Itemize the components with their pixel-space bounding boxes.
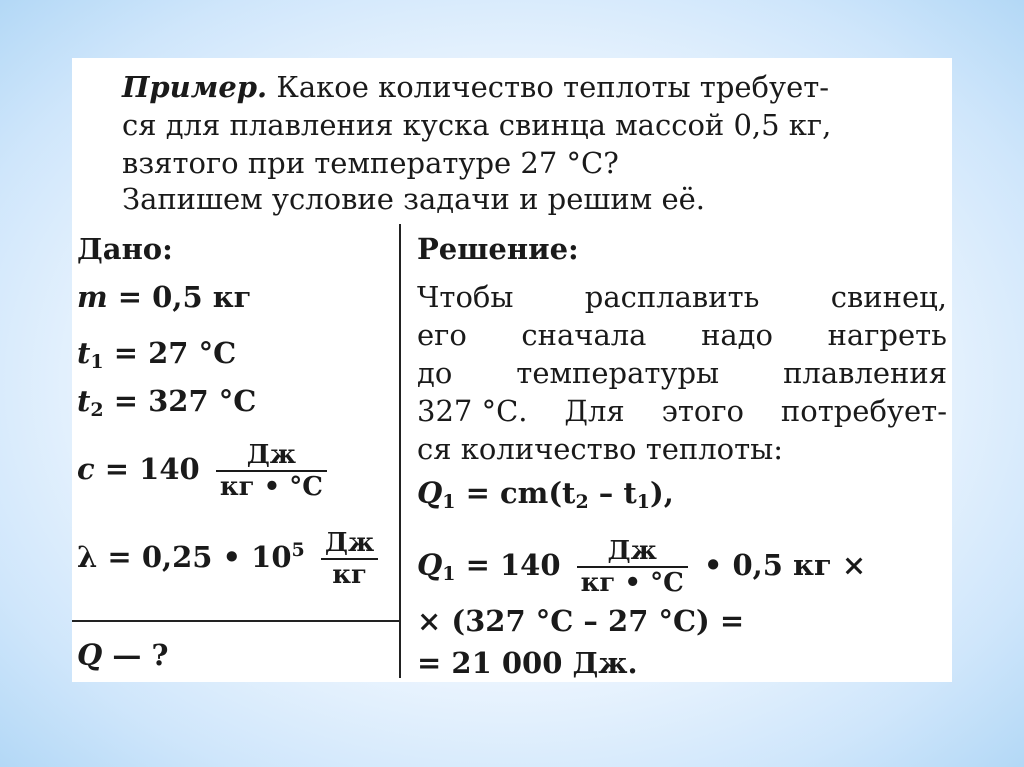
- solution-line-5: ся количество теплоты:: [417, 432, 784, 466]
- fraction: $\frac{Дж}{кг • ^\circ С}$: [216, 440, 327, 502]
- given-latent-heat: λ = 0,25 • $10^5$ $\frac{Дж}{кг}$: [77, 528, 384, 590]
- formula-result: = 21 000 Дж.: [417, 646, 638, 680]
- problem-line-2: ся для плавления куска свинца массой 0,5 кг,: [122, 108, 832, 142]
- solution-line-3: до температуры плавления: [417, 356, 947, 390]
- formula-substitution: $Q_1 = 140$ $\frac{Дж}{кг • ^\circ С}$ • 0,5 кг ×: [417, 536, 867, 598]
- unknown-quantity: Q — ?: [77, 638, 169, 672]
- formula-continuation: × (327 °С – 27 °С) =: [417, 604, 745, 638]
- given-t2: $t_2 = 327$ °С: [77, 384, 257, 421]
- solution-line-1: Чтобы расплавить свинец,: [417, 280, 947, 314]
- fraction: $\frac{Дж}{кг • ^\circ С}$: [577, 536, 688, 598]
- given-mass: m = 0,5 кг: [77, 280, 252, 314]
- solution-line-2: его сначала надо нагреть: [417, 318, 947, 352]
- example-label: Пример.: [122, 70, 268, 104]
- solution-line-4: 327 °С. Для этого потребует-: [417, 394, 947, 428]
- given-specific-heat: c = 140 $\frac{Дж}{кг • ^\circ С}$: [77, 440, 333, 502]
- given-divider: [72, 620, 400, 622]
- solution-heading: Решение:: [417, 232, 579, 266]
- problem-line-1: Пример. Какое количество теплоты требует-: [122, 70, 830, 104]
- problem-line-4: Запишем условие задачи и решим её.: [122, 182, 705, 216]
- given-heading: Дано:: [77, 232, 173, 266]
- fraction: $\frac{Дж}{кг}$: [321, 528, 378, 590]
- given-t1: $t_1 = 27$ °С: [77, 336, 237, 373]
- problem-line-3: взятого при температуре 27 °С?: [122, 146, 619, 180]
- formula-heat: $Q_1 = cm(t_2 - t_1)$,: [417, 476, 674, 513]
- column-divider: [399, 224, 401, 678]
- slide: [72, 58, 952, 682]
